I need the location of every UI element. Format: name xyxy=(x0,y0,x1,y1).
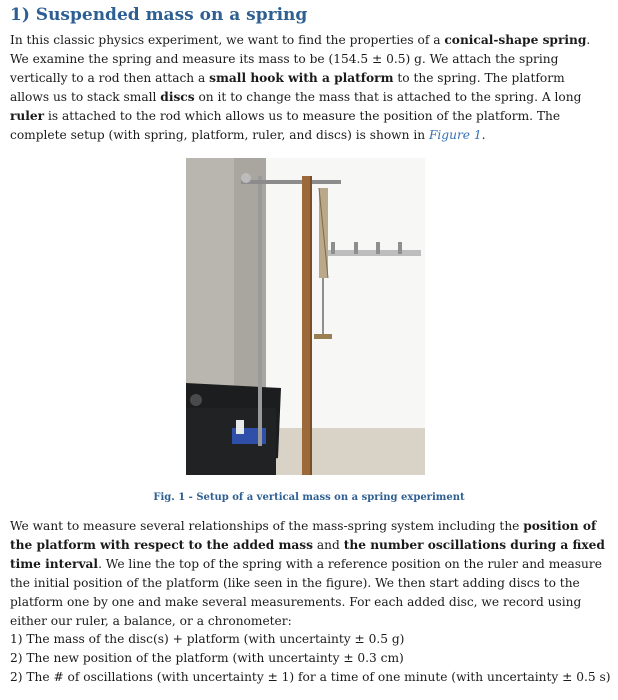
bold-term: discs xyxy=(160,90,195,104)
list-item: 1) The mass of the disc(s) + platform (with uncertainty ± 0.5 g) xyxy=(10,632,405,646)
figure-reference-link[interactable]: Figure 1 xyxy=(428,128,482,142)
text-run: and xyxy=(313,538,344,552)
section-heading: 1) Suspended mass on a spring xyxy=(10,5,308,25)
text-run: . xyxy=(481,128,486,142)
text-run: . We line the top of the spring with a reference position on the ruler and measure the initial position of the platform (like seen in the figure). We then start adding discs to the platform one by one and make several measurements. For each added disc, we record using either our ruler, a balance, or a chronometer: xyxy=(10,557,602,628)
text-run: on it to change the mass that is attached to the spring. A long xyxy=(194,90,582,104)
intro-paragraph xyxy=(10,31,606,145)
text-run: to the spring. The platform allows us to stack small xyxy=(10,71,565,104)
text-run: is attached to the rod which allows us to measure the position of the platform. The complete setup (with spring, platform, ruler, and discs) is shown in xyxy=(10,109,561,142)
list-item: 2) The new position of the platform (with uncertainty ± 0.3 cm) xyxy=(10,651,404,665)
text-run: . We examine the spring and measure its mass to be (154.5 ± 0.5) g. We attach the spring vertically to a rod then attach a xyxy=(10,33,591,85)
bold-term: position of the platform with respect to the added mass xyxy=(10,519,597,552)
bold-term: the number oscillations during a fixed time interval xyxy=(10,538,605,571)
text-run: In this classic physics experiment, we want to find the properties of a xyxy=(10,33,445,47)
bold-term: conical-shape spring xyxy=(444,33,587,47)
bold-term: ruler xyxy=(10,109,45,123)
bold-term: small hook with a platform xyxy=(209,71,394,85)
measurement-paragraph xyxy=(10,517,606,631)
measurement-list xyxy=(10,630,610,687)
setup-photo xyxy=(186,158,425,475)
figure-caption: Fig. 1 - Setup of a vertical mass on a spring experiment xyxy=(153,492,465,503)
list-item: 2) The # of oscillations (with uncertainty ± 1) for a time of one minute (with uncertainty ± 0.5 s) xyxy=(10,670,611,684)
text-run: We want to measure several relationships of the mass-spring system including the xyxy=(10,519,524,533)
